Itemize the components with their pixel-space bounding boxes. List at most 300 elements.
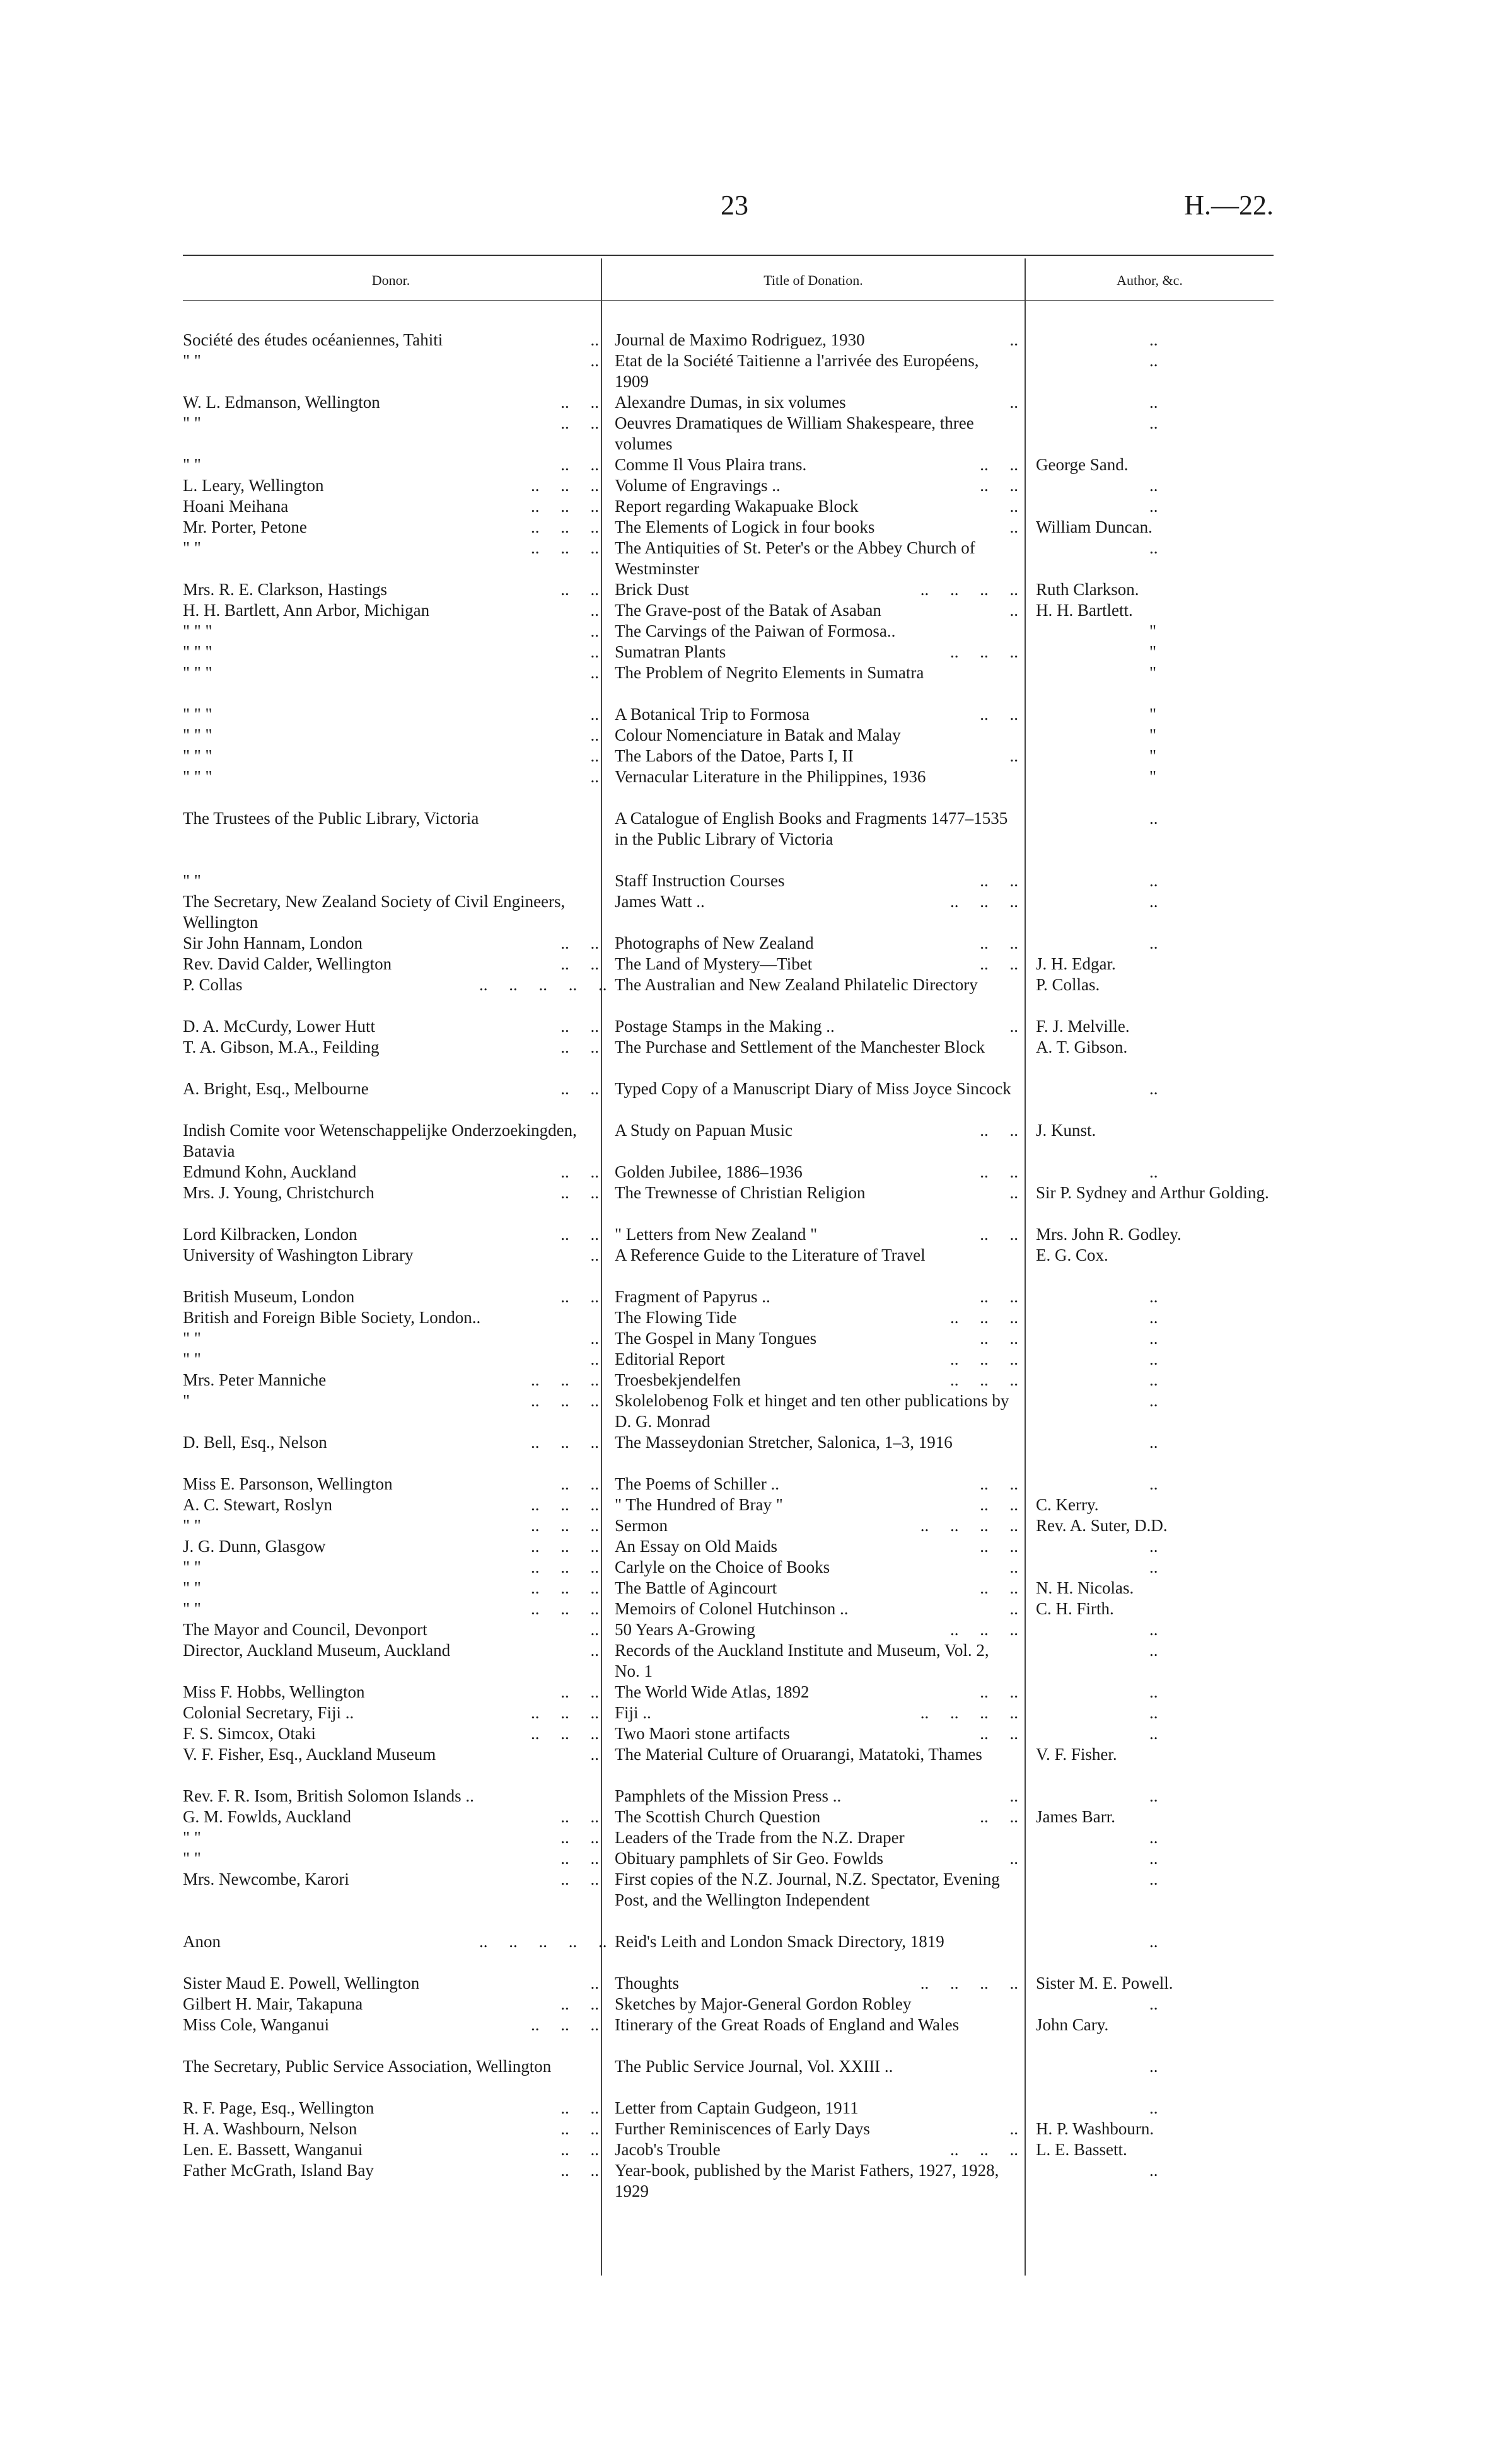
donor-leader-dots: .. .. bbox=[560, 2140, 599, 2159]
author-cell: .. bbox=[1149, 476, 1158, 495]
donor-cell: University of Washington Library bbox=[183, 1246, 414, 1264]
title-leader-dots: .. bbox=[1009, 746, 1018, 765]
title-leader-dots: .. .. bbox=[980, 1682, 1018, 1701]
author-cell: .. bbox=[1149, 538, 1158, 557]
title-cell: Volume of Engravings .. bbox=[615, 476, 781, 495]
author-cell: " bbox=[1149, 746, 1157, 765]
author-cell: William Duncan. bbox=[1036, 518, 1153, 536]
donor-leader-dots: .. .. bbox=[560, 1870, 599, 1888]
donor-cell: Director, Auckland Museum, Auckland bbox=[183, 1641, 451, 1660]
author-cell: .. bbox=[1149, 1474, 1158, 1493]
donor-leader-dots: .. .. bbox=[560, 1079, 599, 1098]
title-cell: Fiji .. bbox=[615, 1703, 651, 1722]
author-cell: " bbox=[1149, 642, 1157, 661]
title-leader-dots: .. .. bbox=[980, 476, 1018, 495]
title-leader-dots: .. .. bbox=[980, 1495, 1018, 1514]
author-cell: " bbox=[1149, 705, 1157, 724]
donor-cell: " " bbox=[183, 1350, 201, 1368]
title-cell: First copies of the N.Z. Journal, N.Z. Spectator, Evening Post, and the Wellington Independent bbox=[615, 1870, 1000, 1909]
author-cell: " bbox=[1149, 622, 1157, 640]
donor-leader-dots: .. .. .. bbox=[531, 1578, 599, 1597]
author-cell: .. bbox=[1149, 393, 1158, 412]
author-cell: .. bbox=[1149, 809, 1158, 828]
donor-cell: " " bbox=[183, 871, 201, 890]
donor-cell: D. A. McCurdy, Lower Hutt bbox=[183, 1017, 375, 1036]
title-cell: 50 Years A-Growing bbox=[615, 1620, 755, 1639]
donor-leader-dots: .. bbox=[590, 1745, 599, 1764]
donor-leader-dots: .. .. bbox=[560, 1162, 599, 1181]
title-leader-dots: .. .. bbox=[980, 1474, 1018, 1493]
donor-cell: Mrs. R. E. Clarkson, Hastings bbox=[183, 580, 387, 599]
donor-cell: Father McGrath, Island Bay bbox=[183, 2161, 374, 2180]
donor-cell: Sir John Hannam, London bbox=[183, 934, 363, 952]
donor-cell: " " " bbox=[183, 622, 212, 640]
title-cell: Report regarding Wakapuake Block bbox=[615, 497, 859, 516]
title-cell: Staff Instruction Courses bbox=[615, 871, 785, 890]
title-cell: Two Maori stone artifacts bbox=[615, 1724, 790, 1743]
donor-cell: G. M. Fowlds, Auckland bbox=[183, 1807, 352, 1826]
column-separator-1 bbox=[601, 258, 602, 2276]
column-separator-2 bbox=[1025, 258, 1026, 2276]
title-cell: Vernacular Literature in the Philippines, 1936 bbox=[615, 767, 926, 786]
title-cell: The Scottish Church Question bbox=[615, 1807, 821, 1826]
title-leader-dots: .. .. .. bbox=[950, 892, 1018, 911]
donor-leader-dots: .. bbox=[590, 330, 599, 349]
title-cell: Jacob's Trouble bbox=[615, 2140, 721, 2159]
donor-cell: J. G. Dunn, Glasgow bbox=[183, 1537, 326, 1556]
title-leader-dots: .. bbox=[1009, 601, 1018, 620]
author-cell: .. bbox=[1149, 1391, 1158, 1410]
title-cell: A Catalogue of English Books and Fragments 1477–1535 in the Public Library of Victoria bbox=[615, 809, 1008, 848]
donor-cell: Rev. F. R. Isom, British Solomon Islands .. bbox=[183, 1786, 474, 1805]
donor-cell: " " bbox=[183, 1828, 201, 1847]
title-cell: The Antiquities of St. Peter's or the Abbey Church of Westminster bbox=[615, 538, 975, 578]
donor-cell: " " " bbox=[183, 705, 212, 724]
donor-leader-dots: .. .. bbox=[560, 2119, 599, 2138]
donor-leader-dots: .. .. bbox=[560, 954, 599, 973]
author-cell: Sister M. E. Powell. bbox=[1036, 1974, 1173, 1993]
donor-leader-dots: .. bbox=[590, 767, 599, 786]
author-cell: .. bbox=[1149, 1932, 1158, 1951]
author-cell: N. H. Nicolas. bbox=[1036, 1578, 1134, 1597]
title-leader-dots: .. .. .. .. bbox=[920, 1703, 1018, 1722]
donor-leader-dots: .. bbox=[590, 642, 599, 661]
title-cell: Comme Il Vous Plaira trans. bbox=[615, 455, 807, 474]
author-cell: .. bbox=[1149, 1641, 1158, 1660]
author-cell: A. T. Gibson. bbox=[1036, 1038, 1128, 1056]
donor-cell: " " bbox=[183, 351, 201, 370]
title-cell: Colour Nomenciature in Batak and Malay bbox=[615, 726, 901, 744]
author-cell: .. bbox=[1149, 1558, 1158, 1576]
title-cell: The Public Service Journal, Vol. XXIII .. bbox=[615, 2057, 893, 2076]
title-cell: The Trewnesse of Christian Religion bbox=[615, 1183, 866, 1202]
author-cell: .. bbox=[1149, 2098, 1158, 2117]
author-cell: .. bbox=[1149, 414, 1158, 432]
author-cell: .. bbox=[1149, 1703, 1158, 1722]
column-header-title: Title of Donation. bbox=[764, 272, 863, 288]
title-cell: Sermon bbox=[615, 1516, 668, 1535]
author-cell: Mrs. John R. Godley. bbox=[1036, 1225, 1182, 1244]
title-leader-dots: .. .. .. bbox=[950, 1370, 1018, 1389]
donor-cell: Miss Cole, Wanganui bbox=[183, 2015, 330, 2034]
donor-cell: A. C. Stewart, Roslyn bbox=[183, 1495, 333, 1514]
author-cell: .. bbox=[1149, 1682, 1158, 1701]
donor-leader-dots: .. .. .. bbox=[531, 476, 599, 495]
donor-leader-dots: .. .. .. bbox=[531, 1433, 599, 1452]
title-cell: Golden Jubilee, 1886–1936 bbox=[615, 1162, 803, 1181]
author-cell: .. bbox=[1149, 2161, 1158, 2180]
author-cell: " bbox=[1149, 767, 1157, 786]
donor-leader-dots: .. bbox=[590, 746, 599, 765]
title-leader-dots: .. .. bbox=[980, 1807, 1018, 1826]
series-code: H.—22. bbox=[1184, 190, 1274, 221]
donor-cell: " " bbox=[183, 1329, 201, 1348]
donor-leader-dots: .. .. .. bbox=[531, 1703, 599, 1722]
donor-cell: " " bbox=[183, 1558, 201, 1576]
title-cell: The Elements of Logick in four books bbox=[615, 518, 875, 536]
donor-leader-dots: .. .. bbox=[560, 1287, 599, 1306]
title-cell: Letter from Captain Gudgeon, 1911 bbox=[615, 2098, 859, 2117]
title-leader-dots: .. bbox=[1009, 518, 1018, 536]
author-cell: H. P. Washbourn. bbox=[1036, 2119, 1154, 2138]
donor-cell: A. Bright, Esq., Melbourne bbox=[183, 1079, 369, 1098]
donor-leader-dots: .. .. .. bbox=[531, 1495, 599, 1514]
title-leader-dots: .. .. .. bbox=[950, 1350, 1018, 1368]
title-leader-dots: .. .. bbox=[980, 1287, 1018, 1306]
title-cell: The World Wide Atlas, 1892 bbox=[615, 1682, 810, 1701]
title-leader-dots: .. .. .. bbox=[950, 1308, 1018, 1327]
donor-leader-dots: .. bbox=[590, 1641, 599, 1660]
donor-leader-dots: .. .. .. bbox=[531, 1558, 599, 1576]
author-cell: James Barr. bbox=[1036, 1807, 1115, 1826]
title-leader-dots: .. .. bbox=[980, 871, 1018, 890]
donor-leader-dots: .. .. bbox=[560, 414, 599, 432]
donor-cell: " " " bbox=[183, 746, 212, 765]
title-cell: The Australian and New Zealand Philatelic Directory bbox=[615, 975, 978, 994]
donor-cell: " " bbox=[183, 1599, 201, 1618]
donor-cell: Anon bbox=[183, 1932, 221, 1951]
donor-leader-dots: .. .. .. bbox=[531, 1370, 599, 1389]
author-cell: C. Kerry. bbox=[1036, 1495, 1099, 1514]
donor-leader-dots: .. .. bbox=[560, 1807, 599, 1826]
title-cell: Oeuvres Dramatiques de William Shakespeare, three volumes bbox=[615, 414, 974, 453]
title-leader-dots: .. .. bbox=[980, 1537, 1018, 1556]
author-cell: J. Kunst. bbox=[1036, 1121, 1096, 1140]
author-cell: .. bbox=[1149, 1537, 1158, 1556]
donor-leader-dots: .. .. bbox=[560, 934, 599, 952]
donor-cell: H. A. Washbourn, Nelson bbox=[183, 2119, 357, 2138]
donor-cell: H. H. Bartlett, Ann Arbor, Michigan bbox=[183, 601, 430, 620]
donor-cell: Mrs. J. Young, Christchurch bbox=[183, 1183, 374, 1202]
donor-cell: Edmund Kohn, Auckland bbox=[183, 1162, 357, 1181]
title-cell: Alexandre Dumas, in six volumes bbox=[615, 393, 846, 412]
donor-cell: British Museum, London bbox=[183, 1287, 355, 1306]
title-cell: Sketches by Major-General Gordon Robley bbox=[615, 1994, 912, 2013]
donor-cell: Mr. Porter, Petone bbox=[183, 518, 307, 536]
donor-leader-dots: .. .. bbox=[560, 2098, 599, 2117]
title-leader-dots: .. .. bbox=[980, 1162, 1018, 1181]
donor-cell: " bbox=[183, 1391, 190, 1410]
author-cell: .. bbox=[1149, 1620, 1158, 1639]
donor-leader-dots: .. .. bbox=[560, 580, 599, 599]
donor-leader-dots: .. .. .. bbox=[531, 2015, 599, 2034]
title-leader-dots: .. .. .. bbox=[950, 642, 1018, 661]
author-cell: L. E. Bassett. bbox=[1036, 2140, 1127, 2159]
donor-cell: Gilbert H. Mair, Takapuna bbox=[183, 1994, 363, 2013]
donor-cell: Len. E. Bassett, Wanganui bbox=[183, 2140, 363, 2159]
title-cell: The Gospel in Many Tongues bbox=[615, 1329, 817, 1348]
title-leader-dots: .. bbox=[1009, 1017, 1018, 1036]
author-cell: .. bbox=[1149, 1329, 1158, 1348]
title-cell: Etat de la Société Taitienne a l'arrivée des Européens, 1909 bbox=[615, 351, 979, 391]
header-rule-bottom bbox=[183, 300, 1274, 301]
title-cell: " Letters from New Zealand " bbox=[615, 1225, 818, 1244]
donor-cell: Colonial Secretary, Fiji .. bbox=[183, 1703, 354, 1722]
title-cell: Pamphlets of the Mission Press .. bbox=[615, 1786, 842, 1805]
author-cell: .. bbox=[1149, 871, 1158, 890]
author-cell: Rev. A. Suter, D.D. bbox=[1036, 1516, 1168, 1535]
donor-leader-dots: .. .. .. bbox=[531, 497, 599, 516]
donor-cell: The Trustees of the Public Library, Victoria bbox=[183, 809, 479, 828]
donor-cell: British and Foreign Bible Society, London.. bbox=[183, 1308, 481, 1327]
author-cell: .. bbox=[1149, 330, 1158, 349]
author-cell: P. Collas. bbox=[1036, 975, 1100, 994]
author-cell: .. bbox=[1149, 1287, 1158, 1306]
donor-leader-dots: .. .. .. bbox=[531, 1391, 599, 1410]
title-leader-dots: .. .. bbox=[980, 455, 1018, 474]
donor-cell: Miss F. Hobbs, Wellington bbox=[183, 1682, 365, 1701]
author-cell: H. H. Bartlett. bbox=[1036, 601, 1133, 620]
author-cell: .. bbox=[1149, 1162, 1158, 1181]
donor-cell: " " bbox=[183, 1578, 201, 1597]
donor-leader-dots: .. .. .. bbox=[531, 1724, 599, 1743]
title-cell: The Battle of Agincourt bbox=[615, 1578, 777, 1597]
author-cell: .. bbox=[1149, 351, 1158, 370]
title-leader-dots: .. .. bbox=[980, 1578, 1018, 1597]
donor-leader-dots: .. .. bbox=[560, 2161, 599, 2180]
donor-leader-dots: .. .. bbox=[560, 1474, 599, 1493]
title-leader-dots: .. .. bbox=[980, 1724, 1018, 1743]
author-cell: Sir P. Sydney and Arthur Golding. bbox=[1036, 1183, 1269, 1202]
donor-cell: Mrs. Newcombe, Karori bbox=[183, 1870, 349, 1888]
author-cell: " bbox=[1149, 726, 1157, 744]
donor-cell: L. Leary, Wellington bbox=[183, 476, 324, 495]
author-cell: George Sand. bbox=[1036, 455, 1129, 474]
author-cell: .. bbox=[1149, 1370, 1158, 1389]
title-cell: A Botanical Trip to Formosa bbox=[615, 705, 810, 724]
author-cell: .. bbox=[1149, 2057, 1158, 2076]
donor-cell: " " bbox=[183, 414, 201, 432]
author-cell: John Cary. bbox=[1036, 2015, 1109, 2034]
donor-leader-dots: .. .. .. .. .. bbox=[479, 1932, 607, 1951]
title-leader-dots: .. bbox=[1009, 2119, 1018, 2138]
title-cell: Thoughts bbox=[615, 1974, 680, 1993]
donor-leader-dots: .. .. bbox=[560, 1849, 599, 1868]
donor-cell: T. A. Gibson, M.A., Feilding bbox=[183, 1038, 380, 1056]
donor-leader-dots: .. .. bbox=[560, 455, 599, 474]
author-cell: C. H. Firth. bbox=[1036, 1599, 1114, 1618]
title-leader-dots: .. .. .. bbox=[950, 2140, 1018, 2159]
title-cell: Itinerary of the Great Roads of England and Wales bbox=[615, 2015, 960, 2034]
title-cell: Troesbekjendelfen bbox=[615, 1370, 741, 1389]
title-cell: Records of the Auckland Institute and Museum, Vol. 2, No. 1 bbox=[615, 1641, 989, 1680]
donor-cell: Sister Maud E. Powell, Wellington bbox=[183, 1974, 420, 1993]
donor-leader-dots: .. .. .. bbox=[531, 518, 599, 536]
donor-cell: " " bbox=[183, 1849, 201, 1868]
donor-leader-dots: .. .. bbox=[560, 1225, 599, 1244]
donor-leader-dots: .. bbox=[590, 622, 599, 640]
donor-cell: " " " bbox=[183, 663, 212, 682]
donor-leader-dots: .. bbox=[590, 1246, 599, 1264]
donor-leader-dots: .. bbox=[590, 663, 599, 682]
donor-leader-dots: .. .. .. bbox=[531, 1599, 599, 1618]
title-cell: Postage Stamps in the Making .. bbox=[615, 1017, 835, 1036]
title-cell: A Reference Guide to the Literature of Travel bbox=[615, 1246, 926, 1264]
title-leader-dots: .. .. bbox=[980, 1329, 1018, 1348]
donor-cell: Rev. David Calder, Wellington bbox=[183, 954, 392, 973]
donor-leader-dots: .. bbox=[590, 1620, 599, 1639]
donor-cell: Lord Kilbracken, London bbox=[183, 1225, 357, 1244]
donor-cell: Hoani Meihana bbox=[183, 497, 289, 516]
donor-leader-dots: .. bbox=[590, 705, 599, 724]
donor-cell: " " " bbox=[183, 726, 212, 744]
title-cell: Obituary pamphlets of Sir Geo. Fowlds bbox=[615, 1849, 883, 1868]
title-leader-dots: .. .. .. .. bbox=[920, 1974, 1018, 1993]
author-cell: E. G. Cox. bbox=[1036, 1246, 1108, 1264]
title-cell: Skolelobenog Folk et hinget and ten other publications by D. G. Monrad bbox=[615, 1391, 1009, 1431]
author-cell: .. bbox=[1149, 1828, 1158, 1847]
author-cell: .. bbox=[1149, 1994, 1158, 2013]
donor-leader-dots: .. .. .. bbox=[531, 538, 599, 557]
title-cell: The Material Culture of Oruarangi, Matatoki, Thames bbox=[615, 1745, 982, 1764]
author-cell: V. F. Fisher. bbox=[1036, 1745, 1117, 1764]
author-cell: .. bbox=[1149, 1724, 1158, 1743]
donor-leader-dots: .. bbox=[590, 601, 599, 620]
title-leader-dots: .. bbox=[1009, 497, 1018, 516]
donor-cell: " " " bbox=[183, 767, 212, 786]
author-cell: .. bbox=[1149, 892, 1158, 911]
title-leader-dots: .. bbox=[1009, 1599, 1018, 1618]
donor-cell: Miss E. Parsonson, Wellington bbox=[183, 1474, 393, 1493]
title-cell: James Watt .. bbox=[615, 892, 705, 911]
author-cell: .. bbox=[1149, 1870, 1158, 1888]
donor-leader-dots: .. .. .. .. .. bbox=[479, 975, 607, 994]
title-cell: Reid's Leith and London Smack Directory, 1819 bbox=[615, 1932, 944, 1951]
donor-cell: D. Bell, Esq., Nelson bbox=[183, 1433, 327, 1452]
donor-leader-dots: .. bbox=[590, 726, 599, 744]
donor-cell: " " bbox=[183, 1516, 201, 1535]
donor-cell: " " bbox=[183, 538, 201, 557]
author-cell: .. bbox=[1149, 1079, 1158, 1098]
donor-leader-dots: .. .. bbox=[560, 1183, 599, 1202]
title-cell: An Essay on Old Maids bbox=[615, 1537, 777, 1556]
title-cell: The Carvings of the Paiwan of Formosa.. bbox=[615, 622, 896, 640]
donor-cell: W. L. Edmanson, Wellington bbox=[183, 393, 380, 412]
title-cell: " The Hundred of Bray " bbox=[615, 1495, 783, 1514]
title-leader-dots: .. bbox=[1009, 1786, 1018, 1805]
donor-leader-dots: .. bbox=[590, 1974, 599, 1993]
donor-leader-dots: .. .. bbox=[560, 1994, 599, 2013]
donor-cell: " " " bbox=[183, 642, 212, 661]
title-leader-dots: .. bbox=[1009, 330, 1018, 349]
donor-cell: The Secretary, Public Service Association, Wellington bbox=[183, 2057, 552, 2076]
donor-cell: P. Collas bbox=[183, 975, 243, 994]
donor-cell: " " bbox=[183, 455, 201, 474]
author-cell: .. bbox=[1149, 497, 1158, 516]
donor-cell: F. S. Simcox, Otaki bbox=[183, 1724, 316, 1743]
title-cell: The Grave-post of the Batak of Asaban bbox=[615, 601, 881, 620]
author-cell: .. bbox=[1149, 1849, 1158, 1868]
column-header-author: Author, &c. bbox=[1117, 272, 1183, 288]
donor-cell: V. F. Fisher, Esq., Auckland Museum bbox=[183, 1745, 436, 1764]
title-cell: Photographs of New Zealand bbox=[615, 934, 814, 952]
title-cell: Carlyle on the Choice of Books bbox=[615, 1558, 830, 1576]
title-cell: Sumatran Plants bbox=[615, 642, 726, 661]
author-cell: .. bbox=[1149, 1308, 1158, 1327]
title-leader-dots: .. .. .. bbox=[950, 1620, 1018, 1639]
author-cell: .. bbox=[1149, 1786, 1158, 1805]
column-header-donor: Donor. bbox=[371, 272, 410, 288]
title-leader-dots: .. bbox=[1009, 1558, 1018, 1576]
donor-cell: Mrs. Peter Manniche bbox=[183, 1370, 327, 1389]
title-cell: Journal de Maximo Rodriguez, 1930 bbox=[615, 330, 865, 349]
title-cell: Year-book, published by the Marist Fathers, 1927, 1928, 1929 bbox=[615, 2161, 999, 2201]
donor-leader-dots: .. .. bbox=[560, 1828, 599, 1847]
title-leader-dots: .. .. .. .. bbox=[920, 1516, 1018, 1535]
title-leader-dots: .. bbox=[1009, 1849, 1018, 1868]
title-cell: The Flowing Tide bbox=[615, 1308, 737, 1327]
author-cell: .. bbox=[1149, 934, 1158, 952]
donor-leader-dots: .. .. bbox=[560, 1038, 599, 1056]
donor-cell: The Secretary, New Zealand Society of Civil Engineers, Wellington bbox=[183, 892, 566, 932]
donor-leader-dots: .. bbox=[590, 351, 599, 370]
header-rule-top bbox=[183, 255, 1274, 256]
title-leader-dots: .. .. bbox=[980, 705, 1018, 724]
donor-cell: Société des études océaniennes, Tahiti bbox=[183, 330, 443, 349]
donor-leader-dots: .. .. bbox=[560, 393, 599, 412]
title-leader-dots: .. .. .. .. bbox=[920, 580, 1018, 599]
author-cell: J. H. Edgar. bbox=[1036, 954, 1116, 973]
donor-leader-dots: .. .. .. bbox=[531, 1537, 599, 1556]
title-cell: The Masseydonian Stretcher, Salonica, 1–3, 1916 bbox=[615, 1433, 953, 1452]
title-leader-dots: .. .. bbox=[980, 1225, 1018, 1244]
title-cell: Memoirs of Colonel Hutchinson .. bbox=[615, 1599, 849, 1618]
title-cell: A Study on Papuan Music bbox=[615, 1121, 793, 1140]
title-cell: Further Reminiscences of Early Days bbox=[615, 2119, 870, 2138]
donor-cell: The Mayor and Council, Devonport bbox=[183, 1620, 427, 1639]
title-leader-dots: .. .. bbox=[980, 1121, 1018, 1140]
title-cell: Brick Dust bbox=[615, 580, 689, 599]
title-cell: Editorial Report bbox=[615, 1350, 725, 1368]
title-leader-dots: .. .. bbox=[980, 934, 1018, 952]
donor-cell: Indish Comite voor Wetenschappelijke Onderzoekingden, Batavia bbox=[183, 1121, 577, 1160]
donor-leader-dots: .. bbox=[590, 1329, 599, 1348]
donor-cell: R. F. Page, Esq., Wellington bbox=[183, 2098, 374, 2117]
title-cell: The Poems of Schiller .. bbox=[615, 1474, 779, 1493]
title-cell: The Labors of the Datoe, Parts I, II bbox=[615, 746, 854, 765]
author-cell: F. J. Melville. bbox=[1036, 1017, 1130, 1036]
title-cell: Typed Copy of a Manuscript Diary of Miss Joyce Sincock bbox=[615, 1079, 1011, 1098]
title-leader-dots: .. bbox=[1009, 1183, 1018, 1202]
author-cell: .. bbox=[1149, 1433, 1158, 1452]
page-number: 23 bbox=[721, 190, 748, 221]
donor-leader-dots: .. .. bbox=[560, 1682, 599, 1701]
author-cell: .. bbox=[1149, 1350, 1158, 1368]
title-cell: The Problem of Negrito Elements in Sumatra bbox=[615, 663, 924, 682]
page-header bbox=[0, 189, 1498, 227]
donor-leader-dots: .. .. .. bbox=[531, 1516, 599, 1535]
title-leader-dots: .. bbox=[1009, 393, 1018, 412]
